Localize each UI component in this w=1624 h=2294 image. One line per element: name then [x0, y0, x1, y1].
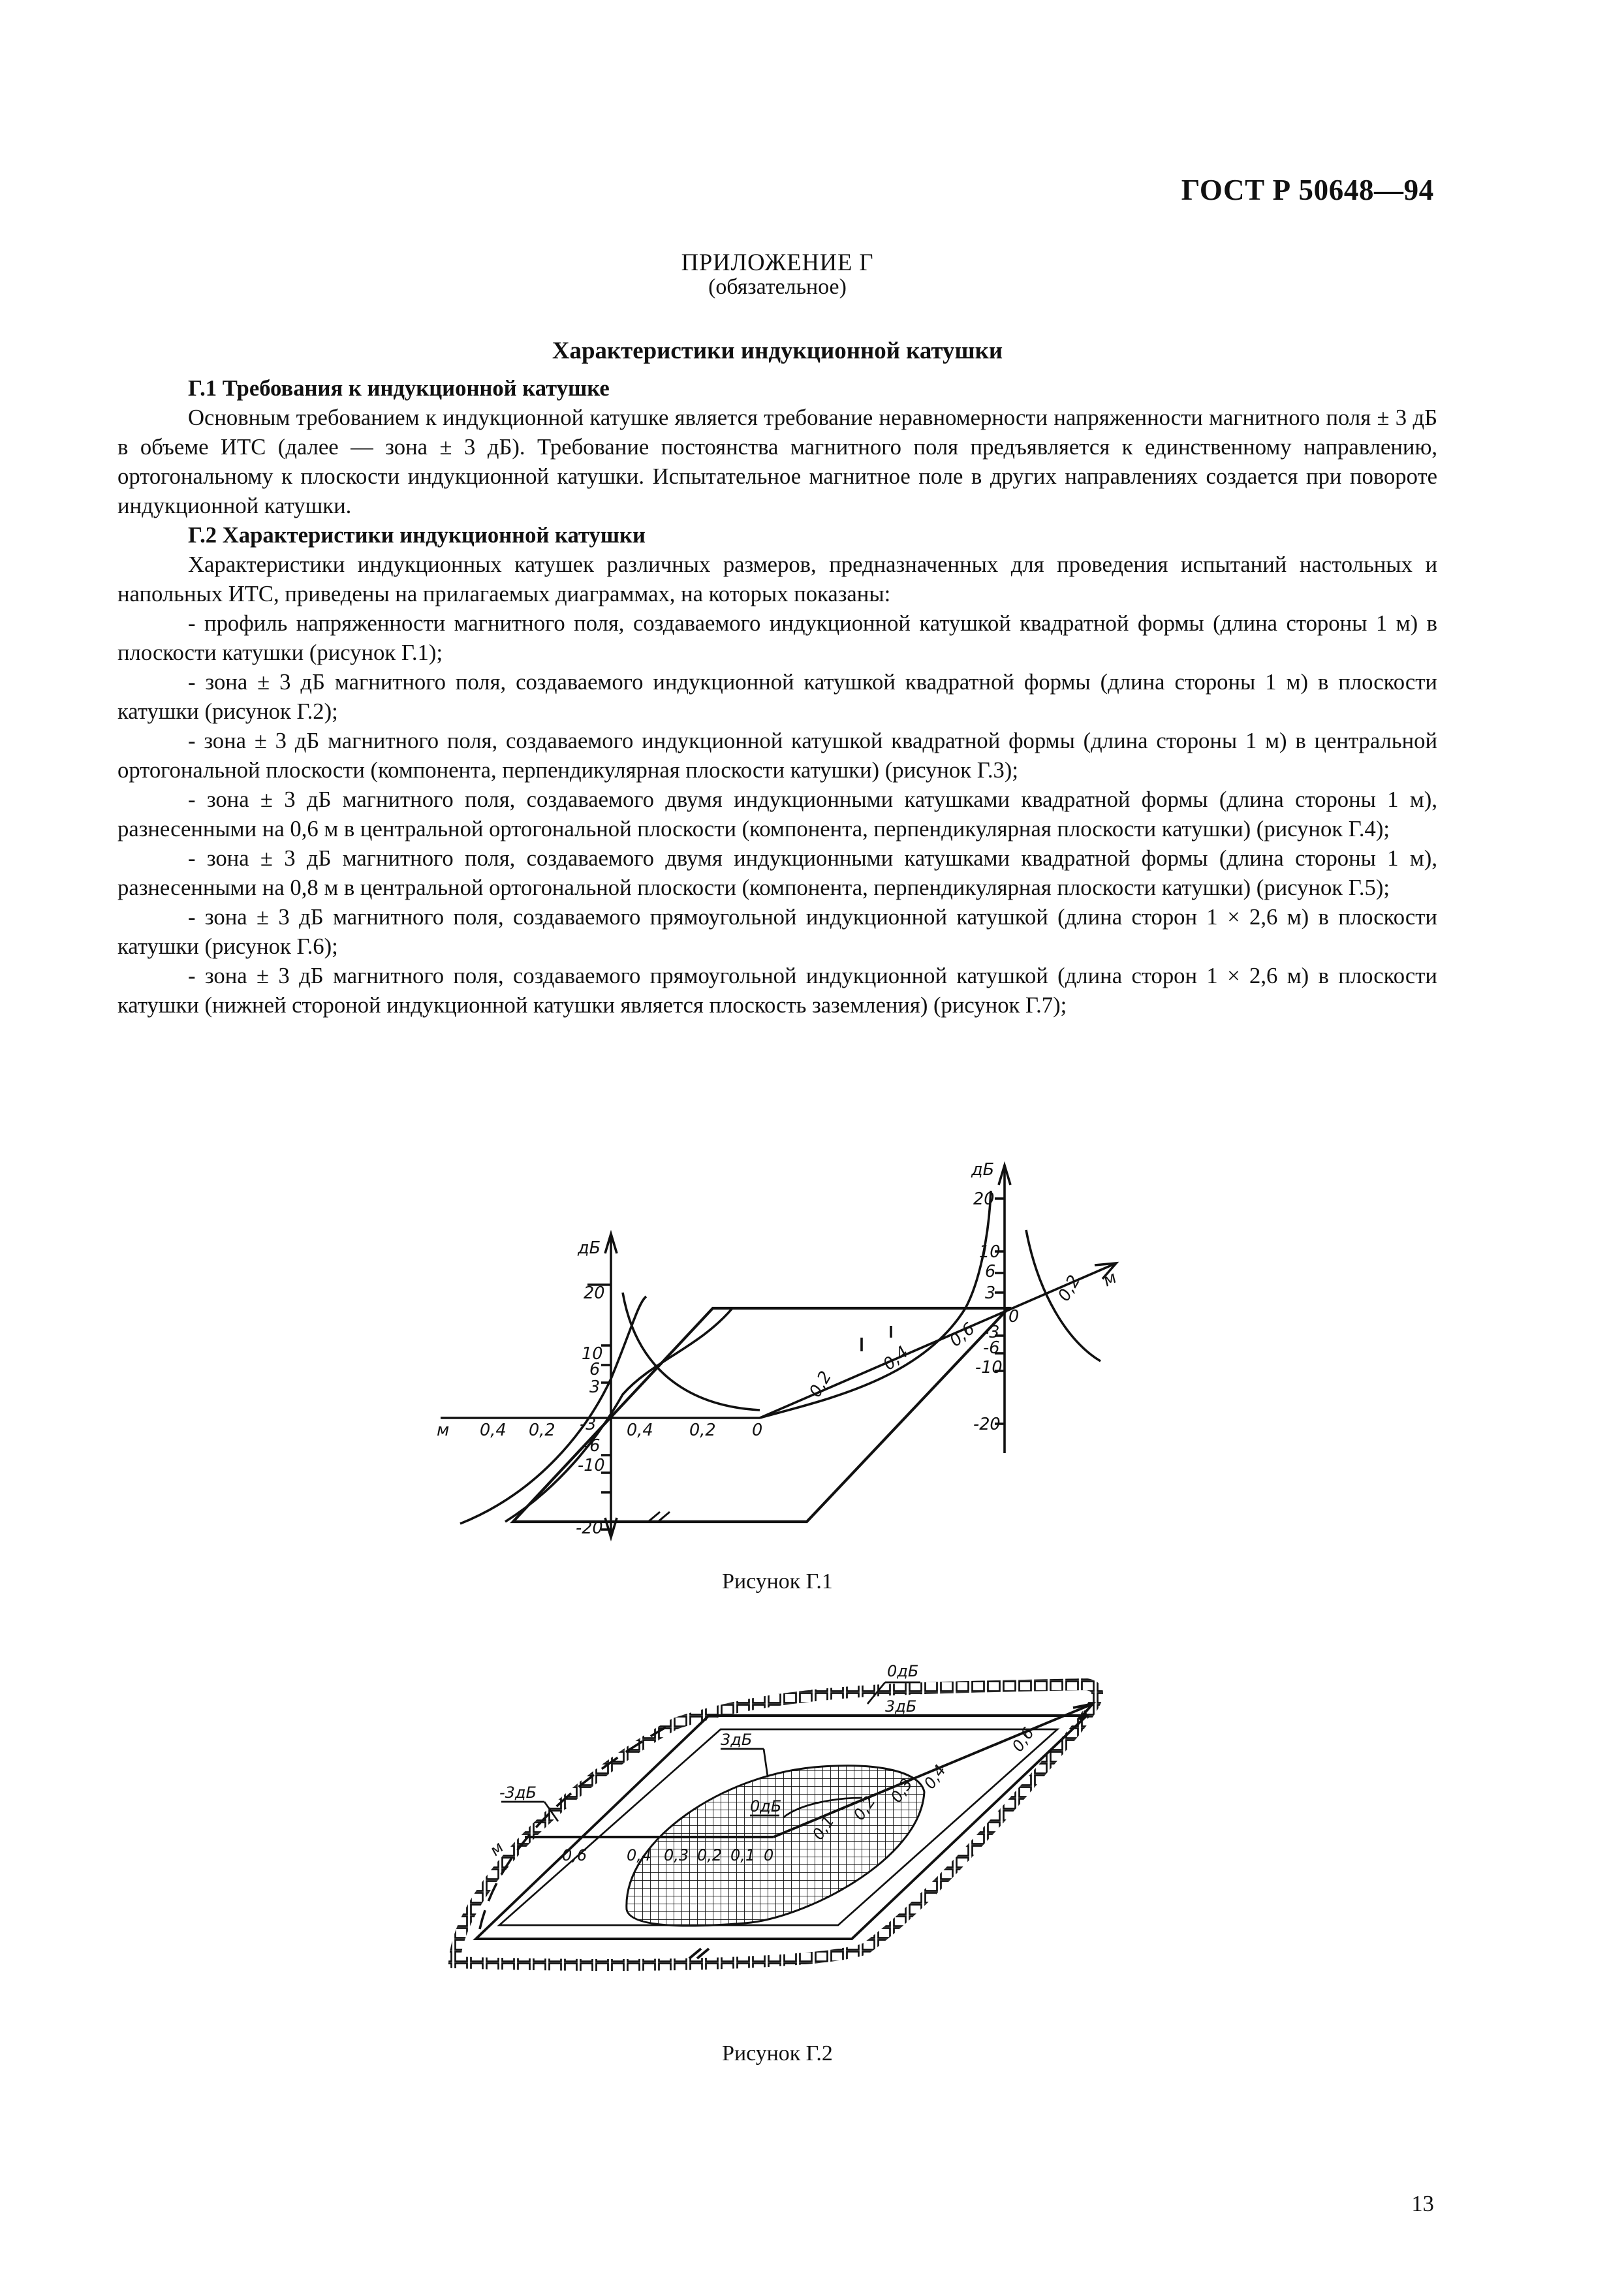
- svg-text:0,3: 0,3: [664, 1846, 689, 1864]
- svg-text:-3дБ: -3дБ: [499, 1783, 537, 1802]
- list-item: - зона ± 3 дБ магнитного поля, создаваемого прямоугольной индукционной катушкой (длина сторон 1 × 2,6 м) в плоскости катушки (нижней стороной индукционной катушки является плоскость заземления) (рисунок Г.7);: [117, 966, 1437, 1018]
- svg-text:0,6: 0,6: [1008, 1724, 1038, 1755]
- list-item: - зона ± 3 дБ магнитного поля, создаваемого прямоугольной индукционной катушкой (длина сторон 1 × 2,6 м) в плоскости катушки (рисунок Г.6);: [117, 907, 1437, 960]
- svg-text:0,2: 0,2: [1054, 1272, 1085, 1305]
- svg-text:0,3: 0,3: [886, 1775, 916, 1806]
- svg-text:0,2: 0,2: [697, 1846, 723, 1864]
- svg-text:0,2: 0,2: [805, 1368, 836, 1401]
- svg-text:3дБ: 3дБ: [721, 1731, 753, 1749]
- svg-text:10: 10: [979, 1242, 1001, 1263]
- svg-text:20: 20: [973, 1189, 995, 1210]
- list-item: - профиль напряженности магнитного поля, создаваемого индукционной катушкой квадратной формы (длина стороны 1 м) в плоскости катушки (рисунок Г.1);: [117, 613, 1437, 666]
- svg-text:0,4: 0,4: [627, 1846, 652, 1864]
- svg-text:0,6: 0,6: [562, 1846, 587, 1864]
- list-item: - зона ± 3 дБ магнитного поля, создаваемого двумя индукционными катушками квадратной формы (длина стороны 1 м), разнесенными на 0,8 м в центральной ортогональной плоскости (компонента, перпендикулярная плоскости катушки) (рисунок Г.5);: [117, 848, 1437, 901]
- svg-text:дБ: дБ: [578, 1238, 601, 1259]
- svg-text:0,4: 0,4: [627, 1421, 653, 1440]
- svg-text:-3: -3: [983, 1323, 1000, 1342]
- svg-text:-3: -3: [580, 1415, 597, 1434]
- svg-text:0,4: 0,4: [480, 1421, 507, 1440]
- svg-text:0,2: 0,2: [529, 1421, 555, 1440]
- svg-text:0,4: 0,4: [920, 1761, 950, 1793]
- figure-1-caption: Рисунок Г.1: [722, 1571, 833, 1594]
- g1-heading: Г.1 Требования к индукционной катушке: [188, 378, 610, 401]
- svg-text:0,1: 0,1: [730, 1846, 756, 1864]
- svg-text:м: м: [486, 1838, 507, 1860]
- svg-text:0: 0: [764, 1846, 774, 1864]
- svg-text:м: м: [1100, 1268, 1120, 1291]
- svg-text:дБ: дБ: [971, 1160, 995, 1180]
- svg-text:3: 3: [985, 1283, 996, 1304]
- svg-text:м: м: [437, 1421, 450, 1440]
- list-item: - зона ± 3 дБ магнитного поля, создаваемого двумя индукционными катушками квадратной формы (длина стороны 1 м), разнесенными на 0,6 м в центральной ортогональной плоскости (компонента, перпендикулярная плоскости катушки) (рисунок Г.4);: [117, 789, 1437, 842]
- svg-text:-20: -20: [973, 1415, 1001, 1434]
- figure-2-caption: Рисунок Г.2: [722, 2043, 833, 2066]
- svg-text:0,6: 0,6: [946, 1319, 979, 1351]
- svg-text:6: 6: [985, 1262, 996, 1282]
- svg-text:0,2: 0,2: [689, 1421, 716, 1440]
- g1-paragraph: Основным требованием к индукционной катушке является требование неравномерности напряженности магнитного поля ± 3 дБ в объеме ИТС (далее — зона ± 3 дБ). Требование постоянства магнитного поля предъявляется к единственному направлению, ортогональному к плоскости индукционной катушки. Испытательное магнитное поле в других направлениях создается при повороте индукционной катушки.: [117, 407, 1437, 519]
- svg-text:0: 0: [1008, 1307, 1020, 1327]
- svg-text:0,2: 0,2: [849, 1793, 879, 1824]
- svg-text:3дБ: 3дБ: [885, 1697, 917, 1716]
- svg-text:м: м: [1072, 1705, 1093, 1727]
- svg-text:0дБ: 0дБ: [887, 1662, 919, 1680]
- section-title: Характеристики индукционной катушки: [552, 337, 1003, 364]
- page-number: 13: [1411, 2193, 1434, 2217]
- appendix-note: (обязательное): [708, 276, 847, 300]
- svg-text:-10: -10: [578, 1456, 605, 1475]
- svg-text:-6: -6: [983, 1338, 1000, 1358]
- svg-text:3: 3: [589, 1377, 601, 1397]
- appendix-title: ПРИЛОЖЕНИЕ Г: [681, 249, 874, 276]
- svg-text:10: 10: [582, 1344, 603, 1364]
- svg-text:-20: -20: [576, 1518, 603, 1538]
- svg-text:20: 20: [584, 1283, 605, 1304]
- g2-heading: Г.2 Характеристики индукционной катушки: [188, 525, 646, 548]
- svg-text:0,4: 0,4: [879, 1342, 913, 1375]
- svg-text:0дБ: 0дБ: [750, 1797, 782, 1815]
- list-item: - зона ± 3 дБ магнитного поля, создаваемого индукционной катушкой квадратной формы (длина стороны 1 м) в плоскости катушки (рисунок Г.2);: [117, 672, 1437, 725]
- svg-text:6: 6: [589, 1360, 601, 1379]
- svg-text:-10: -10: [975, 1358, 1003, 1377]
- document-id: ГОСТ Р 50648—94: [1181, 176, 1434, 208]
- svg-text:-6: -6: [584, 1436, 601, 1456]
- g2-intro: Характеристики индукционных катушек различных размеров, предназначенных для проведения испытаний настольных и напольных ИТС, приведены на прилагаемых диаграммах, на которых показаны:: [117, 554, 1437, 607]
- svg-text:0,1: 0,1: [808, 1812, 838, 1844]
- list-item: - зона ± 3 дБ магнитного поля, создаваемого индукционной катушкой квадратной формы (длина стороны 1 м) в центральной ортогональной плоскости (компонента, перпендикулярная плоскости катушки) (рисунок Г.3);: [117, 731, 1437, 783]
- svg-text:0: 0: [752, 1421, 763, 1440]
